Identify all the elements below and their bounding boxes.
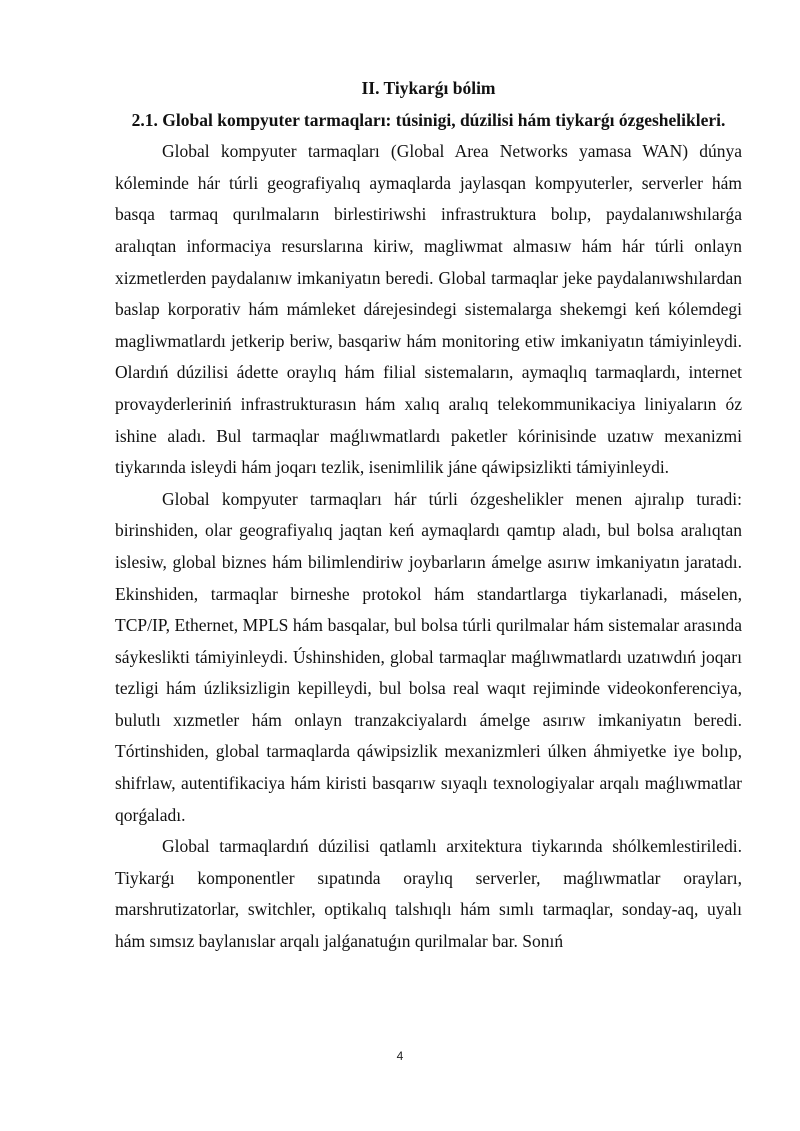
paragraph-1: Global kompyuter tarmaqları (Global Area Networks yamasa WAN) dúnya kóleminde hár túrli geografiyalıq aymaqlarda jaylasqan kompyuterler, serverler hám basqa tarmaq qurılmaların birlestiriwshi infrastruktura bolıp, paydalanıwshılarǵa aralıqtan informaciya resurslarına kiriw, magliwmat almasıw hám hár túrli onlayn xizmetlerden paydalanıw imkaniyatın beredi. Global tarmaqlar jeke paydalanıwshılardan baslap korporativ hám mámleket dárejesindegi sistemalarga shekemgi keń kólemdegi magliwmatlardı jetkerip beriw, basqariw hám monitoring etiw imkaniyatın támiyinleydi. Olardıń dúzilisi ádette oraylıq hám filial sistemaların, aymaqlıq tarmaqlardı, internet provayderleriniń infrastrukturasın hám xalıq aralıq telekommunikaciya liniyaların óz ishine aladı. Bul tarmaqlar maǵlıwmatlardı paketler kórinisinde uzatıw mexanizmi tiykarında isleydi hám joqarı tezlik, isenimlilik jáne qáwipsizlikti támiyinleydi.	[115, 141, 742, 478]
subsection-title: 2.1. Global kompyuter tarmaqları: túsinigi, dúzilisi hám tiykarǵı ózgeshelikleri.	[131, 109, 726, 130]
page-number: 4	[396, 1049, 404, 1063]
part-title: II. Tiykarǵı bólim	[361, 78, 496, 98]
paragraph-2: Global kompyuter tarmaqları hár túrli ózgeshelikler menen ajıralıp turadi: birinshiden, olar geografiyalıq jaqtan keń aymaqlardı qamtıp aladı, bul bolsa aralıqtan islesiw, global biznes hám bilimlendiriw joybarların ámelge asırıw imkaniyatın jaratadı. Ekinshiden, tarmaqlar birneshe protokol hám standartlarga tiykarlanadi, máselen, TCP/IP, Ethernet, MPLS hám basqalar, bul bolsa túrli qurilmalar hám sistemalar arasında sáykeslikti támiyinleydi. Úshinshiden, global tarmaqlar maǵlıwmatlardı uzatıwdıń joqarı tezligi hám úzliksizligin kepilleydi, bul bolsa real waqıt rejiminde videokonferenciya, bulutlı xızmetler hám onlayn tranzakciyalardı ámelge asırıw imkaniyatın beredi. Tórtinshiden, global tarmaqlarda qáwipsizlik mexanizmleri úlken áhmiyetke iye bolıp, shifrlaw, autentifikaciya hám kiristi basqarıw sıyaqlı texnologiyalar arqalı maǵlıwmatlar qorǵaladı.	[115, 488, 742, 825]
paragraph-3: Global tarmaqlardıń dúzilisi qatlamlı arxitektura tiykarında shólkemlestiriledi. Tiykarǵı komponentler sıpatında oraylıq serverler, maǵlıwmatlar orayları, marshrutizatorlar, switchler, optikalıq talshıqlı hám sımlı tarmaqlar, sonday-aq, uyalı hám sımsız baylanıslar arqalı jalǵanatuǵın qurilmalar bar. Sonıń	[115, 836, 742, 952]
page-content	[115, 73, 742, 958]
